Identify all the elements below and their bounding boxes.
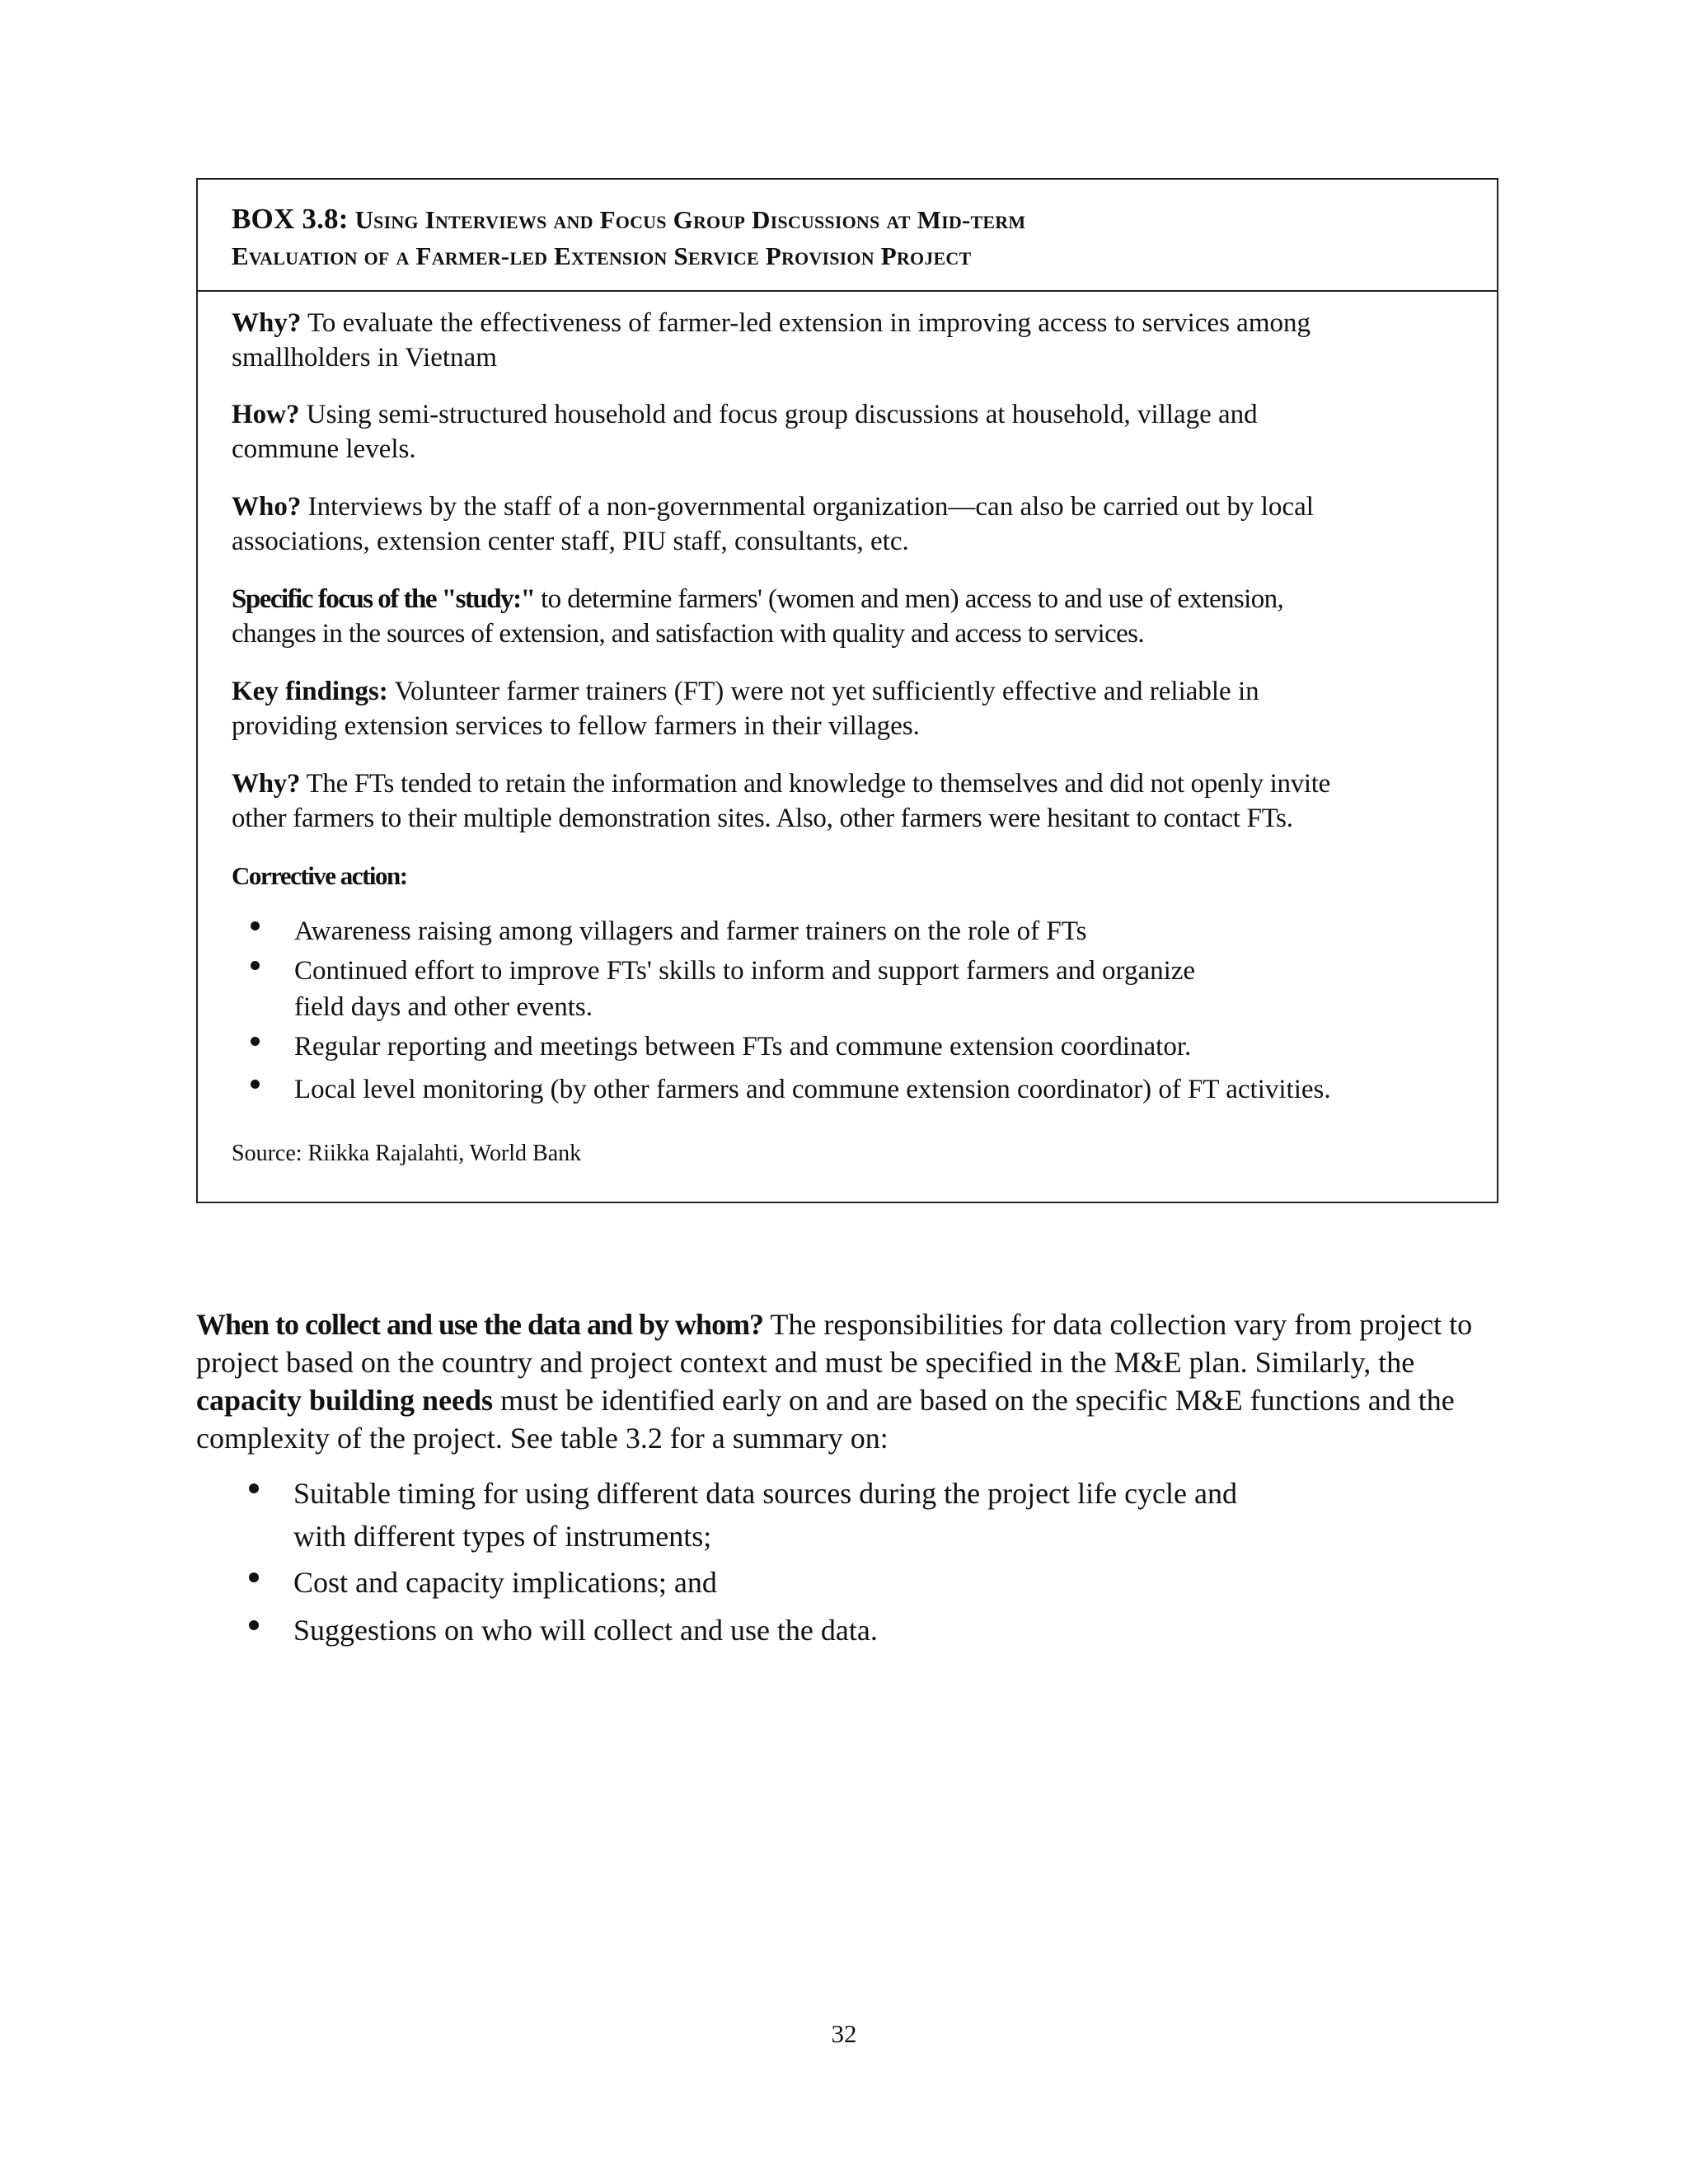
how-paragraph: How? Using semi-structured household and focus group discussions at household, village and commune levels.: [232, 400, 1258, 464]
bullet-icon: [249, 1483, 259, 1493]
list-item: Cost and capacity implications; and: [196, 1561, 1432, 1604]
main-paragraph: When to collect and use the data and by whom? The responsibilities for data collection vary from project to project based on the country and project context and must be specified in the M&E plan. Similarly, the capacity building needs must be identified early on and are based on the specific M&E functions and the complexity of the project. See table 3.2 for a summary on:: [196, 1308, 1473, 1455]
summary-list: [196, 1472, 1432, 1652]
bullet-icon: [251, 961, 260, 970]
list-item: Awareness raising among villagers and farmer trainers on the role of FTs: [232, 913, 1386, 949]
source-note: Source: Riikka Rajalahti, World Bank: [232, 1141, 582, 1166]
list-item: Suggestions on who will collect and use the data.: [196, 1609, 1432, 1652]
corrective-list: [232, 913, 1386, 1108]
findings-paragraph: Key findings: Volunteer farmer trainers (FT) were not yet sufficiently effective and reliable in providing extension services to fellow farmers in their villages.: [232, 677, 1259, 741]
bullet-icon: [251, 1037, 260, 1046]
bullet-icon: [251, 1080, 260, 1089]
why-paragraph: Why? To evaluate the effectiveness of farmer-led extension in improving access to services among smallholders in Vietnam: [232, 308, 1311, 373]
list-item: Local level monitoring (by other farmers and commune extension coordinator) of FT activities.: [232, 1071, 1386, 1108]
bullet-icon: [249, 1572, 259, 1582]
focus-paragraph: Specific focus of the "study:" to determine farmers' (women and men) access to and use of extension, changes in the sources of extension, and satisfaction with quality and access to services.: [232, 584, 1284, 649]
who-paragraph: Who? Interviews by the staff of a non-governmental organization—can also be carried out by local associations, extension center staff, PIU staff, consultants, etc.: [232, 492, 1314, 556]
page-number: 32: [831, 2019, 857, 2048]
corrective-label: Corrective action:: [232, 861, 407, 890]
box-title: BOX 3.8: Using Interviews and Focus Group Discussions at Mid-term Evaluation of a Farmer-led Extension Service Provision Project: [232, 203, 1026, 270]
list-item: Suitable timing for using different data sources during the project life cycle and with different types of instruments;: [196, 1472, 1266, 1558]
box-3-8: [196, 178, 1498, 1203]
list-item: Regular reporting and meetings between FTs and commune extension coordinator.: [232, 1029, 1386, 1065]
list-item: Continued effort to improve FTs' skills to inform and support farmers and organize field days and other events.: [232, 953, 1226, 1025]
box-header: [198, 180, 1497, 292]
why2-paragraph: Why? The FTs tended to retain the information and knowledge to themselves and did not openly invite other farmers to their multiple demonstration sites. Also, other farmers were hesitant to contact FTs.: [232, 769, 1330, 833]
bullet-icon: [249, 1620, 259, 1630]
bullet-icon: [251, 921, 260, 930]
